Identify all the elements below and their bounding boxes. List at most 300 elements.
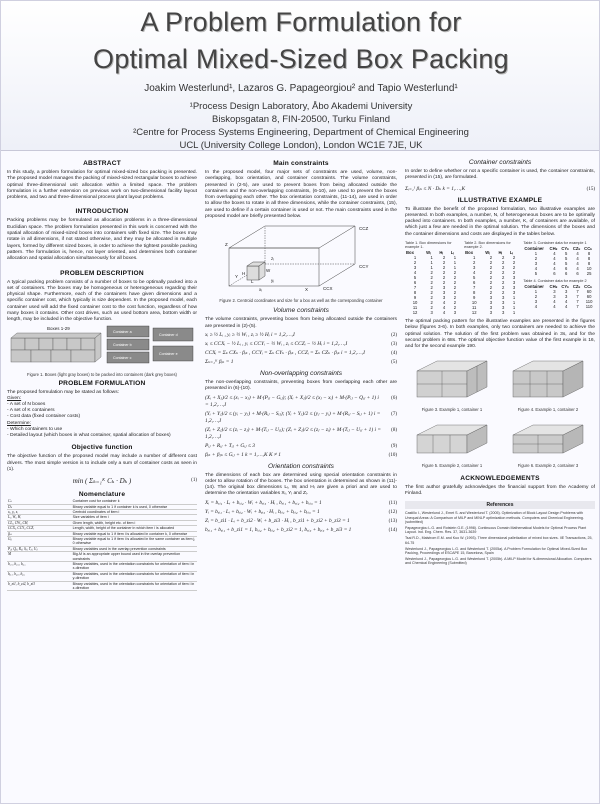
table-cell: 3: [553, 294, 556, 300]
table-cell: 110: [585, 304, 593, 310]
container-constraints-heading: Container constraints: [468, 159, 532, 166]
equation-6-body: (Xᵢ + Xⱼ)/2 ≤ (xᵢ − xⱼ) + M·(Pᵢⱼ − Gᵢⱼ); (Xᵢ + Xⱼ)/2 ≤ (xⱼ − xᵢ) + M·(Pᵢⱼ − Qᵢⱼ + 1) i = 1,2,…,I: [205, 394, 379, 408]
main-constraints-heading: Main constraints: [273, 160, 329, 167]
equation-11-body: Xᵢ = bₓᵢ₁ · Lᵢ + bₓᵢ₂ · Wᵢ + bₓᵢ₃ · Hᵢ , bₓᵢ₁ + bₓᵢ₂ + bₓᵢ₃ = 1: [205, 499, 322, 506]
table-cell: 2: [502, 290, 505, 296]
table-cell: 2: [489, 280, 493, 286]
table-cell: 2: [502, 275, 505, 281]
nomenclature-symbol: Gᵢⱼ: [7, 537, 72, 547]
table-1-caption: Table 1. Box dimensions for example 1.: [405, 241, 452, 250]
fig2-yi: yᵢ: [271, 278, 274, 284]
table-cell: 2: [453, 305, 457, 311]
table-cell: 3: [489, 295, 493, 301]
table-cell: 4: [442, 310, 446, 316]
determine-1: - Which containers to use: [7, 426, 63, 432]
volume-text: The volume constraints, preventing boxes from being allocated outside the containers are presented in (2)-(5).: [205, 317, 397, 329]
table-cell: 3: [413, 265, 417, 271]
equation-5-body: Σₖ₌₁ᴷ βᵢₖ = 1: [205, 358, 234, 365]
non-overlapping-text: The non-overlapping constraints, preventing boxes from overlapping each other are presented in (6)-(10).: [205, 379, 397, 392]
table-cell: 4: [442, 305, 446, 311]
affiliation-4: UCL (University College London), London WC1E 7JE, UK: [179, 140, 423, 151]
table-header-cell: CHₖ: [549, 246, 558, 252]
affiliation-1: ¹Process Design Laboratory, Åbo Akademi University: [189, 101, 413, 112]
table-cell: 2: [453, 300, 457, 306]
nomenclature-description: Binary variables, used in the orientation constraints for orientation of item i in z-direction: [72, 581, 197, 591]
table-cell: 3: [489, 305, 493, 311]
table-cell: 2: [489, 265, 493, 271]
nomenclature-description: Big-M is an appropriate upper bound used in the overlap prevention constraints: [72, 552, 197, 562]
nomenclature-description: Container cost for container k: [72, 499, 197, 504]
table-cell: 2: [489, 275, 493, 281]
table-header-cell: CCₖ: [584, 246, 593, 252]
table-header-cell: CZₖ: [572, 246, 581, 252]
table-header-cell: Box: [465, 250, 474, 256]
nomenclature-description: Length, width, height of the container in which item i is allocated: [72, 526, 197, 531]
table-cell: 1: [430, 255, 433, 261]
table-cell: 4: [553, 266, 556, 272]
figure-2-caption: Figure 2. Centroid coordinates and size for a box as well as the corresponding container: [219, 298, 383, 304]
nomenclature-description: Centroid coordinates of item i: [72, 509, 197, 514]
abstract-text: In this study, a problem formulation for optimal mixed-sized box packing is presented. The proposed model manages the packing of mixed-sized rectangular boxes to achieve optimal three-dimensional unit allocation within a limited space. The problem formulation is a further extension on previous work on two-dimensional facility layout problems, and two and three-dimensional process plant layout problems.: [7, 170, 197, 201]
table-cell: 6: [564, 271, 568, 277]
table-cell: 10: [586, 266, 592, 272]
volume-heading: Volume constraints: [273, 307, 329, 315]
fig1-container-b: Container b: [113, 342, 132, 347]
table-cell: 2: [442, 275, 446, 281]
table-cell: 4: [564, 304, 568, 310]
fig2-ccx: CCX: [323, 286, 333, 292]
table-header-cell: Hᵢ: [439, 250, 443, 256]
intro-text: Packing problems may be formulated as allocation problems in a three-dimensional Euclidian space. The problem formulation presented in this work is concerned with the spatial allocation of mixed-sized boxes into containers with fixed size. The boxes may rotate in all dimensions, if not stated otherwise, and they may be allocated in multiple layers, formed by different sized boxes, in order to achieve the tightest possible packing pattern. The formulation is, hence, not layer oriented, and determines both container allocation and spatial allocation simultaneously for all boxes.: [7, 218, 197, 262]
table-header-cell: Container: [524, 246, 544, 252]
table-cell: 2: [502, 260, 505, 266]
given-2: - A set of K containers: [7, 408, 55, 414]
table-cell: 1: [534, 251, 538, 257]
table-cell: 6: [473, 280, 476, 286]
table-header-cell: Lᵢ: [509, 250, 514, 256]
table-cell: 5: [534, 271, 538, 277]
table-cell: 4: [473, 270, 476, 276]
table-cell: 2: [442, 270, 446, 276]
given-label: Given:: [7, 395, 22, 401]
table-cell: 1: [512, 300, 516, 306]
fig2-zi: zᵢ: [271, 256, 274, 262]
solution-figures: [405, 355, 595, 471]
table-cell: 6: [576, 271, 579, 277]
table-header-cell: Wᵢ: [485, 250, 490, 256]
acknowledgements-heading: ACKNOWLEDGEMENTS: [460, 474, 540, 482]
table-cell: 2: [430, 305, 433, 311]
nomenclature-symbol: xᵢ, yᵢ, zᵢ: [7, 509, 72, 514]
objective-text: The objective function of the proposed model may include a number of different cost drivers. The most simple version is to include only a sum of container costs as seen in (1).: [7, 454, 197, 472]
table-cell: 2: [413, 260, 417, 266]
table-cell: 2: [430, 275, 433, 281]
table-cell: 2: [442, 260, 446, 266]
equation-7: [205, 411, 397, 425]
nomenclature-symbol: bₓᵢ₁, bₓᵢ₂, bₓᵢ₃: [7, 562, 72, 572]
equation-1: [7, 473, 197, 489]
table-cell: 4: [413, 270, 417, 276]
table-cell: 2: [489, 285, 493, 291]
table-cell: 4: [564, 299, 568, 305]
poster-header: [1, 1, 600, 151]
table-cell: 8: [587, 261, 591, 267]
table-row: [523, 271, 595, 276]
table-cell: 10: [412, 300, 418, 306]
figure-5-image: [405, 417, 499, 457]
table-header-cell: Lᵢ: [450, 250, 454, 256]
table-cell: 9: [473, 295, 476, 301]
table-cell: 3: [534, 261, 538, 267]
figure-4: [501, 355, 595, 415]
equation-13-number: (13): [388, 518, 397, 524]
table-cell: 2: [473, 260, 476, 266]
table-3: [523, 246, 595, 276]
table-cell: 6: [564, 266, 568, 272]
fig1-container-a: Container a: [113, 329, 132, 334]
table-cell: 3: [512, 290, 516, 296]
table-cell: 2: [453, 290, 457, 296]
equation-11: [205, 500, 397, 507]
table-cell: 2: [489, 290, 493, 296]
table-cell: 4: [576, 261, 579, 267]
orientation-heading: Orientation constraints: [268, 462, 334, 470]
fig1-boxes-label: Boxes 1-29: [47, 325, 70, 331]
figure-3: [405, 355, 499, 415]
table-header-cell: Container: [524, 284, 544, 290]
nomenclature-description: Binary variables, used in the orientation constraints for orientation of item i in y-direction: [72, 571, 197, 581]
figure-1-boxes-containers: [7, 324, 197, 366]
table-cell: 11: [412, 305, 418, 311]
table-cell: 4: [553, 261, 556, 267]
pf-intro: The proposed formulation may be stated as follows:: [7, 389, 119, 395]
equation-12-number: (12): [388, 509, 397, 515]
table-cell: 3: [430, 310, 433, 316]
equation-4-number: (4): [391, 350, 397, 356]
table-cell: 2: [534, 256, 538, 262]
table-cell: 2: [442, 280, 446, 286]
table-cell: 7: [413, 285, 417, 291]
table-cell: 3: [473, 265, 476, 271]
table-cell: 2: [512, 270, 516, 276]
table-4: [523, 284, 595, 309]
nomenclature-heading: Nomenclature: [78, 491, 126, 499]
fig2-xi: xᵢ: [259, 287, 262, 293]
illustrative-example-text: To illustrate the benefit of the proposed formulation, two illustrative examples are presented. In both examples, a number, N, of heterogeneous boxes are to be optimally packed into containers. In both examples, a number, K, of containers are available, of which just a few are needed in the optimal solution. The dimensions of the boxes and the container dimensions and costs are displayed in the tables below.: [405, 206, 595, 237]
table-cell: 2: [489, 270, 493, 276]
figure-3-image: [405, 355, 499, 401]
table-cell: 1: [453, 255, 457, 261]
equation-4: [205, 350, 397, 357]
equation-14: [205, 527, 397, 534]
equation-6-number: (6): [391, 395, 397, 401]
nomenclature-symbol: βᵢₖ: [7, 531, 72, 536]
equation-2: [205, 332, 397, 339]
column-right: [405, 157, 595, 566]
table-cell: 4: [576, 256, 579, 262]
table-cell: 3: [564, 289, 568, 295]
equation-15: [405, 186, 595, 193]
references-list: [405, 511, 595, 565]
data-tables: [405, 241, 595, 315]
nomenclature-description: Size variables of item i: [72, 515, 197, 520]
fig2-l: L: [251, 279, 254, 285]
table-cell: 2: [430, 285, 433, 291]
acknowledgements-text: The first author gratefully acknowledges the financial support from the Academy of Finland.: [405, 484, 595, 496]
fig2-w: W: [266, 268, 271, 274]
nomenclature-symbol: bᵧᵢ₁, bᵧᵢ₂, bᵧᵢ₃: [7, 571, 72, 581]
equation-1-body: min ( Σₖ₌₁ᴷ Cₖ · Dₖ ): [72, 477, 132, 486]
table-cell: 12: [412, 310, 418, 316]
equation-6: [205, 395, 397, 409]
equation-13-body: Zᵢ = b_zi1 · Lᵢ + b_zi2 · Wᵢ + b_zi3 · Hᵢ , b_zi1 + b_zi2 + b_zi3 = 1: [205, 517, 350, 524]
table-cell: 3: [512, 275, 516, 281]
table-2: [464, 250, 519, 315]
figure-6-caption: Figure 6. Example 2, container 3: [517, 462, 579, 468]
table-cell: 2: [512, 265, 516, 271]
orientation-text: The dimensions of each box are determined using special orientation constraints in order to allow rotation of the boxes. The box orientation is determined as shown in (11)-(14). The original box dimensions Lᵢ, Wᵢ and Hᵢ are given a priori and are used to determine the orientation variables Xᵢ, Yᵢ and Zᵢ.: [205, 472, 397, 497]
equation-5-number: (5): [391, 359, 397, 365]
table-cell: 3: [502, 305, 505, 311]
table-cell: 2: [430, 280, 433, 286]
table-cell: 4: [553, 251, 556, 257]
fig1-container-c: Container c: [113, 355, 132, 360]
table-cell: 3: [442, 285, 446, 291]
table-cell: 1: [473, 255, 476, 261]
table-cell: 6: [553, 271, 556, 277]
table-cell: 110: [585, 299, 593, 305]
determine-label: Determine:: [7, 420, 31, 426]
table-cell: 7: [473, 285, 476, 291]
container-constraints-text: In order to define whether or not a specific container is used, the container constraints, presented in (15), are formulated.: [405, 169, 595, 181]
equation-1-number: (1): [191, 478, 197, 484]
equation-3-body: xᵢ ≤ CCXᵢ − ½ Lᵢ , yᵢ ≤ CCYᵢ − ½ Wᵢ , zᵢ ≤ CCZᵢ − ½ Hᵢ i = 1,2,…,I: [205, 340, 348, 347]
equation-9-body: Pᵢⱼ + Rᵢⱼ + Tᵢⱼ + Gᵢⱼ ≤ 3: [205, 442, 255, 449]
table-cell: 1: [430, 260, 433, 266]
table-cell: 2: [512, 260, 516, 266]
table-cell: 3: [489, 310, 493, 316]
table-cell: 4: [442, 300, 446, 306]
table-1-wrap: [405, 241, 460, 315]
table-cell: 2: [453, 295, 457, 301]
main-constraints-text: In the proposed model, four major sets of constraints are used, volume, non-overlapping, box orientation, and container constraints. The volume constraints, presented in (2-5), are used to prevent boxes from being allocated outside the containers and the non-overlapping constraints, (6-10), are used to prevent the boxes from overlapping each other. The box orientation constraints, (11-14), are used in order to allow the boxes to rotate in all three dimensions, while the container constraints, (15), are used to define if a certain container is used or not. The main constraints used in the proposed model are briefly presented below.: [205, 170, 397, 220]
nomenclature-row: [7, 537, 197, 547]
equation-8-body: (Zᵢ + Zⱼ)/2 ≤ (zᵢ − zⱼ) + M·(Tᵢⱼ − Uᵢⱼ); (Zᵢ + Zⱼ)/2 ≤ (zⱼ − zᵢ) + M·(Tᵢⱼ − Uᵢⱼ + 1) i = 1,2,…,I: [205, 426, 381, 440]
fig2-y: Y: [235, 274, 239, 280]
nomenclature-symbol: Lᵢ, Wᵢ, Hᵢ: [7, 515, 72, 520]
table-cell: 5: [564, 261, 568, 267]
equation-10: [205, 452, 397, 459]
nomenclature-symbol: Dₖ: [7, 504, 72, 509]
equation-5: [205, 359, 397, 366]
reference-1: Castillo I., Westerlund J., Emet S. and Westerlund T. (2005). Optimization of Block Layout Design Problems with Unequal Areas: A Comparison of MILP and MINLP optimization methods. Computers and Chemical Engineering. (submitted): [405, 511, 584, 524]
table-cell: 25: [586, 271, 592, 277]
table-cell: 1: [453, 265, 457, 271]
table-cell: 4: [534, 266, 538, 272]
table-2-wrap: [464, 241, 519, 315]
problem-description-text: A typical packing problem consists of a number of boxes to be optimally packed into a set of containers. The boxes may be homogeneous or heterogeneous regarding their physical shape. Furthermore, each of the containers have given dimensions and a specific container cost, which typically is size dependent. In the proposed model, each container used will add the fixed container cost to the cost function, regardless of how many boxes it contains. Other cost drives, such as used bottom area, bottom width or length, may be included in the objective function.: [7, 279, 197, 323]
equation-10-body: βᵢₖ + βⱼₖ ≤ Gᵢⱼ + 1 k = 1,…,K K ≠ 1: [205, 451, 281, 458]
equation-9: [205, 443, 397, 450]
table-3-caption: Table 3. Container data for example 1: [523, 241, 587, 246]
determine-2: - Detailed layout (which boxes in what container, spatial allocation of boxes): [7, 433, 171, 439]
table-cell: 2: [502, 265, 505, 271]
nomenclature-symbol: CCXᵢ, CCYᵢ, CCZᵢ: [7, 526, 72, 531]
table-cell: 1: [512, 295, 516, 301]
intro-heading: INTRODUCTION: [75, 208, 129, 216]
equation-15-body: Σᵢ₌₁ᴵ βᵢₖ ≤ N · Dₖ k = 1,…,K: [405, 185, 466, 192]
problem-formulation-heading: PROBLEM FORMULATION: [58, 379, 146, 387]
table-cell: 10: [471, 300, 477, 306]
table-header-cell: CZₖ: [572, 284, 581, 290]
equation-15-number: (15): [586, 186, 595, 192]
table-cell: 5: [564, 251, 568, 257]
table-cell: 5: [413, 275, 417, 281]
reference-5: Westerlund J., Papageorgiou L.G. and Westerlund T. (2005b). A MILP Model for N-dimensional Allocation. Computers and Chemical Engineering (Submitted): [405, 556, 592, 566]
column-middle: [205, 157, 397, 536]
table-cell: 2: [502, 285, 505, 291]
equation-14-number: (14): [388, 527, 397, 533]
table-cell: 4: [553, 304, 556, 310]
table-header-cell: Box: [406, 250, 414, 256]
table-cell: 2: [534, 294, 538, 300]
table-row: [523, 304, 595, 309]
table-cell: 7: [576, 299, 579, 305]
table-cell: 5: [564, 256, 568, 262]
table-cell: 3: [453, 310, 457, 316]
table-row: [405, 310, 460, 315]
figure-2-box-container: [205, 220, 397, 292]
equation-12-body: Yᵢ = bᵧᵢ₁ · Lᵢ + bᵧᵢ₂ · Wᵢ + bᵧᵢ₃ · Hᵢ , bᵧᵢ₁ + bᵧᵢ₂ + bᵧᵢ₃ = 1: [205, 508, 320, 515]
equation-7-number: (7): [391, 411, 397, 417]
nomenclature-description: Binary variables, used in the orientation constraints for orientation of item i in x-direction: [72, 562, 197, 572]
table-cell: 2: [453, 275, 457, 281]
table-cell: 2: [502, 255, 505, 261]
table-cell: 4: [576, 251, 579, 257]
table-2-caption: Table 2. Box dimensions for example 2.: [464, 241, 511, 250]
fig1-container-d: Container d: [159, 332, 178, 337]
equation-10-number: (10): [388, 452, 397, 458]
table-cell: 2: [453, 270, 457, 276]
table-header-cell: CYₖ: [561, 246, 570, 252]
table-cell: 4: [553, 256, 556, 262]
equation-13: [205, 518, 397, 525]
table-cell: 8: [587, 251, 591, 257]
table-cell: 2: [453, 280, 457, 286]
table-header-cell: CYₖ: [561, 284, 570, 290]
table-cell: 3: [512, 280, 516, 286]
table-cell: 60: [586, 294, 592, 300]
table-cell: 2: [453, 285, 457, 291]
table-cell: 2: [430, 300, 433, 306]
figure-5-caption: Figure 5. Example 2, container 1: [421, 462, 483, 468]
table-cell: 7: [576, 304, 579, 310]
reference-3: Tsai R.D., Malstrom E.M. and Kuo W. (1993). Three dimensional palletization of mixed box sizes. IIE Transactions, 25, 64-75: [405, 536, 593, 545]
given-3: - Cost data (fixed container costs): [7, 414, 81, 420]
table-cell: 60: [586, 289, 592, 295]
reference-2: Papageorgiou L.G. and Rotstein G.E. (1998). Continuous Domain Mathematical Models for Optimal Process Plant Layout. Ind. Eng. Chem. Res. 37, 3631-3639: [405, 525, 587, 535]
non-overlapping-heading: Non-overlapping constraints: [259, 369, 343, 377]
nomenclature-description: Binary variable equal to 1 if container k is used, 0 otherwise: [72, 504, 197, 509]
equation-7-body: (Yᵢ + Yⱼ)/2 ≤ (yᵢ − yⱼ) + M·(Rᵢⱼ − Sᵢⱼ); (Yᵢ + Yⱼ)/2 ≤ (yⱼ − yᵢ) + M·(Rᵢⱼ − Sᵢⱼ + 1) i = 1,2,…,I: [205, 410, 381, 424]
equation-9-number: (9): [391, 443, 397, 449]
illustrative-example-text-2: The optimal packing pattern for the illustrative examples are presented in the figures below (figures 3-6). In both examples, only two containers are needed to achieve the optimal solution. The solution of the first problem was obtained in 3s, and for the second problem in 68s. The optimal objective function value of the first example is 16, and for the second example 190.: [405, 319, 595, 350]
problem-description-heading: PROBLEM DESCRIPTION: [60, 269, 144, 277]
table-cell: 12: [471, 310, 477, 316]
table-cell: 3: [564, 294, 568, 300]
table-cell: 2: [502, 280, 505, 286]
table-cell: 3: [489, 300, 493, 306]
nomenclature-description: Binary variable equal to 1 if item i is allocated in the same container as item j, 0 otherwise: [72, 537, 196, 546]
table-cell: 1: [512, 310, 516, 316]
nomenclature-description: Binary variables used in the overlap prevention constraints: [72, 546, 197, 551]
affiliation-3: ²Centre for Process Systems Engineering, Department of Chemical Engineering: [133, 127, 469, 138]
nomenclature-symbol: CLᵢ, CWᵢ, CHᵢ: [7, 520, 72, 525]
table-4-caption: Table 4. Container data for example 2: [523, 279, 587, 284]
given-1: - A set of N boxes: [7, 402, 46, 408]
table-cell: 8: [473, 290, 476, 296]
fig2-ccz: CCZ: [359, 226, 369, 232]
table-header-cell: CCₖ: [584, 284, 593, 290]
table-cell: 5: [473, 275, 476, 281]
nomenclature-description: Binary variable equal to 1 if item i is allocated in container k, 0 otherwise: [72, 531, 197, 536]
figure-6-image: [501, 417, 595, 457]
table-cell: 1: [512, 305, 516, 311]
table-cell: 1: [430, 265, 433, 271]
equation-14-body: bₓᵢ₁ + bᵧᵢ₁ + b_zi1 = 1, bₓᵢ₂ + bᵧᵢ₂ + b_zi2 = 1, bₓᵢ₃ + bᵧᵢ₃ + b_zi3 = 1: [205, 526, 352, 533]
table-cell: 3: [502, 295, 505, 301]
fig2-x: X: [305, 287, 309, 293]
equation-2-body: xᵢ ≥ ½ Lᵢ , yᵢ ≥ ½ Wᵢ , zᵢ ≥ ½ Hᵢ i = 1,2,…,I: [205, 331, 295, 338]
authors: Joakim Westerlund¹, Lazaros G. Papageorgiou² and Tapio Westerlund¹: [144, 83, 458, 94]
table-cell: 2: [512, 255, 516, 261]
tables-3-4-wrap: [523, 241, 595, 315]
fig2-ccy: CCY: [359, 264, 369, 270]
fig1-container-e: Container e: [159, 351, 178, 356]
table-cell: 3: [534, 299, 538, 305]
abstract-heading: ABSTRACT: [83, 160, 121, 167]
figure-4-caption: Figure 4. Example 1, container 2: [517, 406, 579, 412]
table-header-cell: Wᵢ: [426, 250, 431, 256]
poster-title-line2: Optimal Mixed-Sized Box Packing: [93, 44, 509, 74]
table-cell: 4: [534, 304, 538, 310]
table-cell: 1: [413, 255, 417, 261]
nomenclature-table: [7, 499, 197, 591]
table-cell: 3: [502, 300, 505, 306]
reference-4: Westerlund J., Papageorgiou L.G. and Westerlund T. (2005a). A Problem Formulation for Optimal Mixed-Sized Box Packing, Proceedings of ESCAPE 15, Barcelona, Spain: [405, 546, 588, 555]
table-cell: 3: [512, 285, 516, 291]
table-cell: 11: [472, 305, 477, 311]
nomenclature-row: [7, 562, 197, 572]
table-cell: 8: [413, 290, 417, 296]
nomenclature-row: [7, 552, 197, 562]
poster-title-line1: A Problem Formulation for: [140, 7, 462, 37]
table-cell: 3: [553, 289, 556, 295]
equation-2-number: (2): [391, 332, 397, 338]
equation-8-number: (8): [391, 427, 397, 433]
column-left: [7, 157, 197, 591]
table-cell: 2: [489, 260, 493, 266]
illustrative-example-heading: ILLUSTRATIVE EXAMPLE: [457, 196, 543, 204]
equation-4-body: CCXᵢ = Σₖ CXₖ · βᵢₖ , CCYᵢ = Σₖ CYₖ · βᵢₖ , CCZᵢ = Σₖ CZₖ · βᵢₖ i = 1,2,…,I: [205, 349, 365, 356]
table-cell: 9: [413, 295, 417, 301]
table-cell: 1: [453, 260, 457, 266]
table-cell: 2: [430, 270, 433, 276]
table-cell: 2: [430, 295, 433, 301]
table-cell: 2: [442, 265, 446, 271]
figure-3-caption: Figure 3. Example 1, container 1: [421, 406, 483, 412]
table-cell: 8: [587, 256, 591, 262]
